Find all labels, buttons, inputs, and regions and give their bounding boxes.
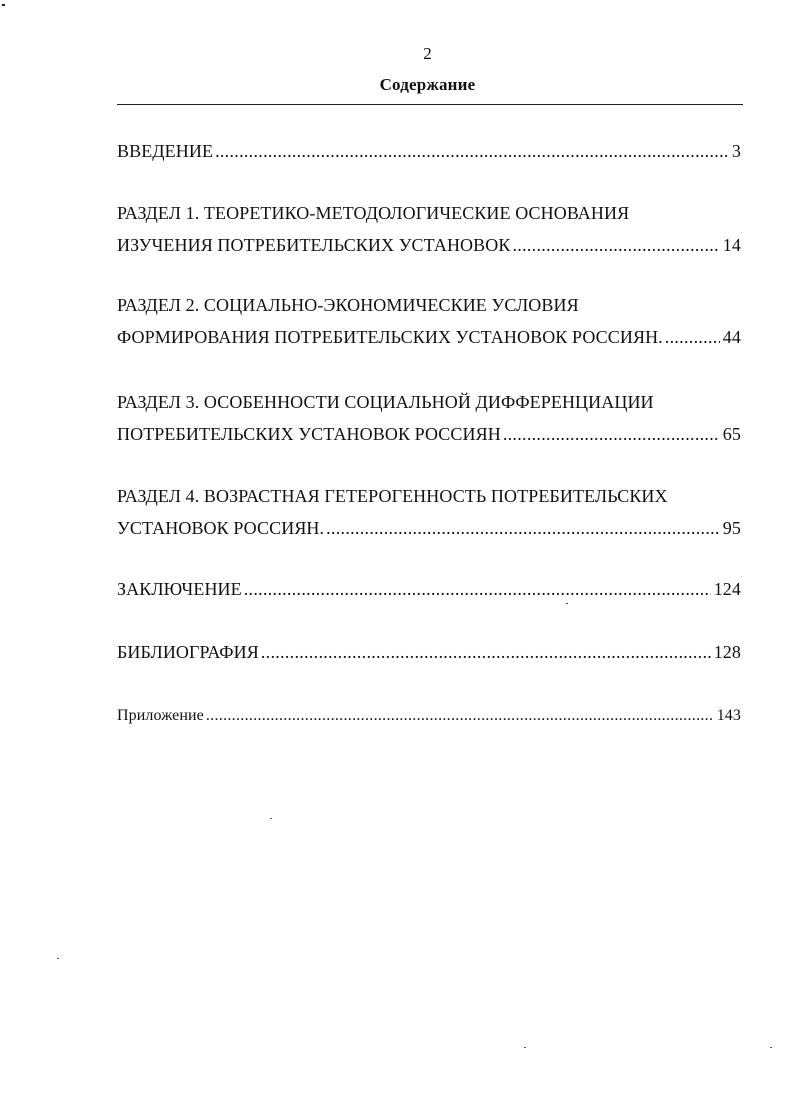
toc-entry-title: Приложение	[117, 707, 204, 724]
toc-line	[117, 517, 741, 539]
toc-entry-title: БИБЛИОГРАФИЯ	[117, 642, 259, 662]
title-divider	[117, 104, 743, 105]
toc-entry-introduction[interactable]	[117, 140, 741, 162]
toc-page-number: 65	[722, 424, 741, 444]
toc-line	[117, 391, 741, 413]
toc-page-number: 128	[713, 642, 741, 662]
toc-entry-title: РАЗДЕЛ 1. ТЕОРЕТИКО-МЕТОДОЛОГИЧЕСКИЕ ОСНОВАНИЯ	[117, 203, 630, 223]
page-title: Содержание	[379, 75, 476, 94]
toc-line	[117, 140, 741, 162]
toc-line	[117, 294, 741, 316]
toc-page-number: 95	[722, 518, 741, 538]
dot-leader	[512, 234, 719, 256]
scan-speck	[524, 1047, 526, 1048]
toc-page-number: 14	[722, 235, 741, 255]
toc-entry-title: РАЗДЕЛ 4. ВОЗРАСТНАЯ ГЕТЕРОГЕННОСТЬ ПОТРЕБИТЕЛЬСКИХ	[117, 486, 668, 506]
toc-line	[117, 202, 741, 224]
toc-entry-section-2[interactable]	[117, 294, 741, 348]
toc-page-number: 124	[713, 579, 741, 599]
toc-page-number: 44	[722, 327, 741, 347]
dot-leader	[244, 578, 711, 600]
scan-speck	[770, 1047, 772, 1048]
scan-speck	[566, 603, 568, 604]
scan-speck	[57, 958, 59, 959]
toc-entry-title-continued: УСТАНОВОК РОССИЯН.	[117, 518, 325, 538]
toc-entry-title: ВВЕДЕНИЕ	[117, 141, 214, 161]
toc-entry-appendix[interactable]	[117, 705, 741, 727]
dot-leader	[215, 140, 729, 162]
page-number: 2	[423, 44, 432, 63]
dot-leader	[261, 641, 711, 663]
toc-entry-title: ЗАКЛЮЧЕНИЕ	[117, 579, 242, 599]
dot-leader	[326, 517, 720, 539]
toc-entry-title: РАЗДЕЛ 2. СОЦИАЛЬНО-ЭКОНОМИЧЕСКИЕ УСЛОВИЯ	[117, 295, 579, 315]
toc-entry-title-continued: ИЗУЧЕНИЯ ПОТРЕБИТЕЛЬСКИХ УСТАНОВОК	[117, 235, 511, 255]
toc-entry-section-1[interactable]	[117, 202, 741, 256]
toc-entry-section-3[interactable]	[117, 391, 741, 445]
dot-leader	[206, 705, 714, 727]
toc-line	[117, 578, 741, 600]
toc-entry-title-continued: ФОРМИРОВАНИЯ ПОТРЕБИТЕЛЬСКИХ УСТАНОВОК РОССИЯН.	[117, 327, 663, 347]
toc-entry-title-continued: ПОТРЕБИТЕЛЬСКИХ УСТАНОВОК РОССИЯН	[117, 424, 501, 444]
dot-leader	[665, 326, 720, 348]
toc-page-number: 143	[716, 707, 741, 724]
dot-leader	[503, 423, 720, 445]
toc-line	[117, 485, 741, 507]
toc-page-number: 3	[731, 141, 741, 161]
toc-entry-conclusion[interactable]	[117, 578, 741, 600]
toc-line	[117, 234, 741, 256]
scan-speck	[270, 818, 272, 819]
toc-entry-bibliography[interactable]	[117, 641, 741, 663]
toc-entry-section-4[interactable]	[117, 485, 741, 539]
scan-mark	[2, 4, 5, 6]
toc-line	[117, 705, 741, 727]
toc-entry-title: РАЗДЕЛ 3. ОСОБЕННОСТИ СОЦИАЛЬНОЙ ДИФФЕРЕНЦИАЦИИ	[117, 392, 654, 412]
toc-line	[117, 326, 741, 348]
toc-line	[117, 423, 741, 445]
toc-line	[117, 641, 741, 663]
